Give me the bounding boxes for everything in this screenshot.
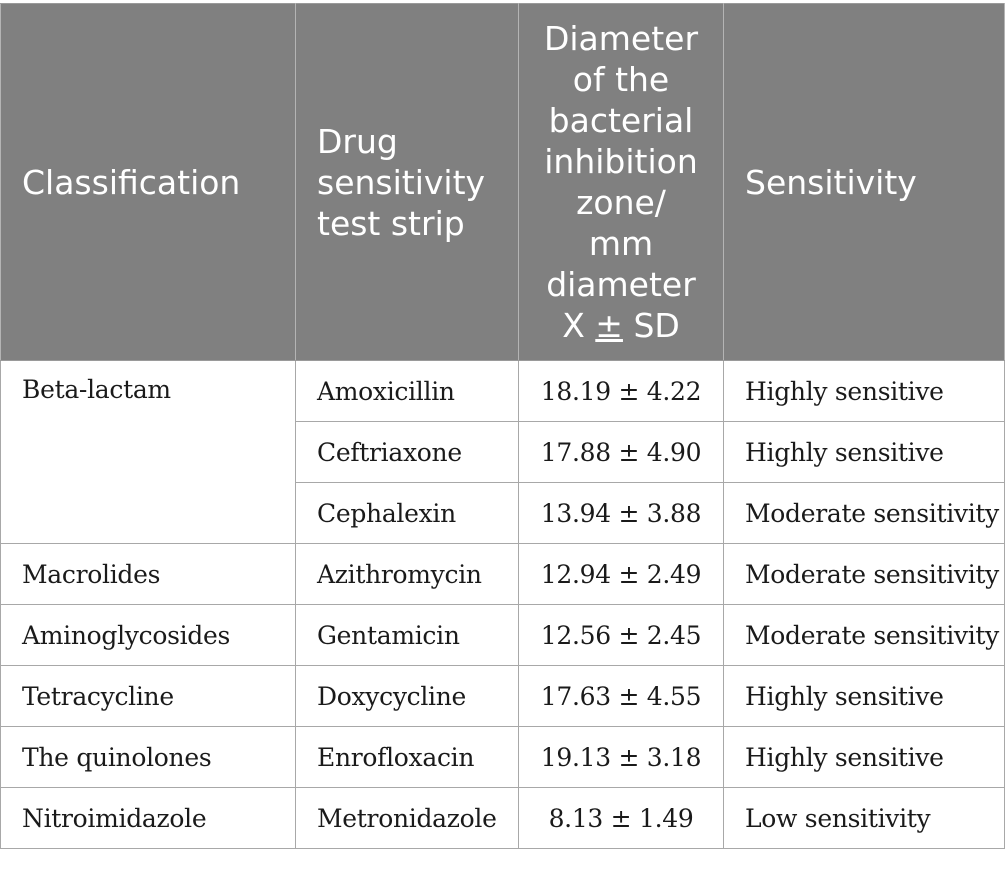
cell-diameter: 12.56 ± 2.45 xyxy=(519,605,724,666)
header-diameter-line: inhibition xyxy=(544,142,698,181)
cell-sensitivity: Highly sensitive xyxy=(724,666,1005,727)
header-diameter-line: diameter xyxy=(546,265,696,304)
cell-diameter: 19.13 ± 3.18 xyxy=(519,727,724,788)
header-strip-line: test strip xyxy=(317,203,465,243)
header-diameter-line: of the xyxy=(572,60,670,99)
drug-sensitivity-table xyxy=(0,3,1005,849)
cell-sensitivity: Moderate sensitivity xyxy=(724,605,1005,666)
cell-classification: Beta-lactam xyxy=(1,361,296,544)
header-diameter-line: zone/ xyxy=(576,183,666,222)
cell-diameter: 12.94 ± 2.49 xyxy=(519,544,724,605)
cell-test-strip: Gentamicin xyxy=(296,605,519,666)
header-sensitivity xyxy=(724,4,1005,361)
cell-sensitivity: Low sensitivity xyxy=(724,788,1005,849)
header-strip-line: Drug xyxy=(317,121,398,161)
cell-test-strip: Ceftriaxone xyxy=(296,422,519,483)
cell-classification: Aminoglycosides xyxy=(1,605,296,666)
cell-diameter: 17.88 ± 4.90 xyxy=(519,422,724,483)
cell-test-strip: Enrofloxacin xyxy=(296,727,519,788)
header-diameter-line: mm xyxy=(588,224,654,263)
cell-classification: The quinolones xyxy=(1,727,296,788)
cell-classification: Tetracycline xyxy=(1,666,296,727)
cell-classification: Nitroimidazole xyxy=(1,788,296,849)
header-strip-line: sensitivity xyxy=(317,162,486,202)
header-diameter xyxy=(519,4,724,361)
header-test-strip xyxy=(296,4,519,361)
plus-minus-symbol: ± xyxy=(595,306,623,345)
cell-classification: Macrolides xyxy=(1,544,296,605)
cell-sensitivity: Moderate sensitivity xyxy=(724,483,1005,544)
cell-diameter: 17.63 ± 4.55 xyxy=(519,666,724,727)
table-row xyxy=(1,361,1005,422)
header-classification xyxy=(1,4,296,361)
cell-test-strip: Cephalexin xyxy=(296,483,519,544)
header-classification-label: Classification xyxy=(22,162,241,202)
cell-sensitivity: Highly sensitive xyxy=(724,727,1005,788)
header-sensitivity-label: Sensitivity xyxy=(745,162,917,202)
header-diameter-sd: SD xyxy=(633,306,680,345)
cell-diameter: 8.13 ± 1.49 xyxy=(519,788,724,849)
cell-sensitivity: Moderate sensitivity xyxy=(724,544,1005,605)
cell-test-strip: Azithromycin xyxy=(296,544,519,605)
cell-sensitivity: Highly sensitive xyxy=(724,422,1005,483)
cell-test-strip: Amoxicillin xyxy=(296,361,519,422)
cell-sensitivity: Highly sensitive xyxy=(724,361,1005,422)
table-row xyxy=(1,666,1005,727)
cell-test-strip: Doxycycline xyxy=(296,666,519,727)
header-diameter-line: Diameter xyxy=(543,19,699,58)
table-row xyxy=(1,788,1005,849)
header-row xyxy=(1,4,1005,361)
table-row xyxy=(1,727,1005,788)
table-row xyxy=(1,544,1005,605)
cell-diameter: 18.19 ± 4.22 xyxy=(519,361,724,422)
table-row xyxy=(1,605,1005,666)
cell-test-strip: Metronidazole xyxy=(296,788,519,849)
header-diameter-x: X xyxy=(562,306,585,345)
header-diameter-line: bacterial xyxy=(548,101,694,140)
cell-diameter: 13.94 ± 3.88 xyxy=(519,483,724,544)
